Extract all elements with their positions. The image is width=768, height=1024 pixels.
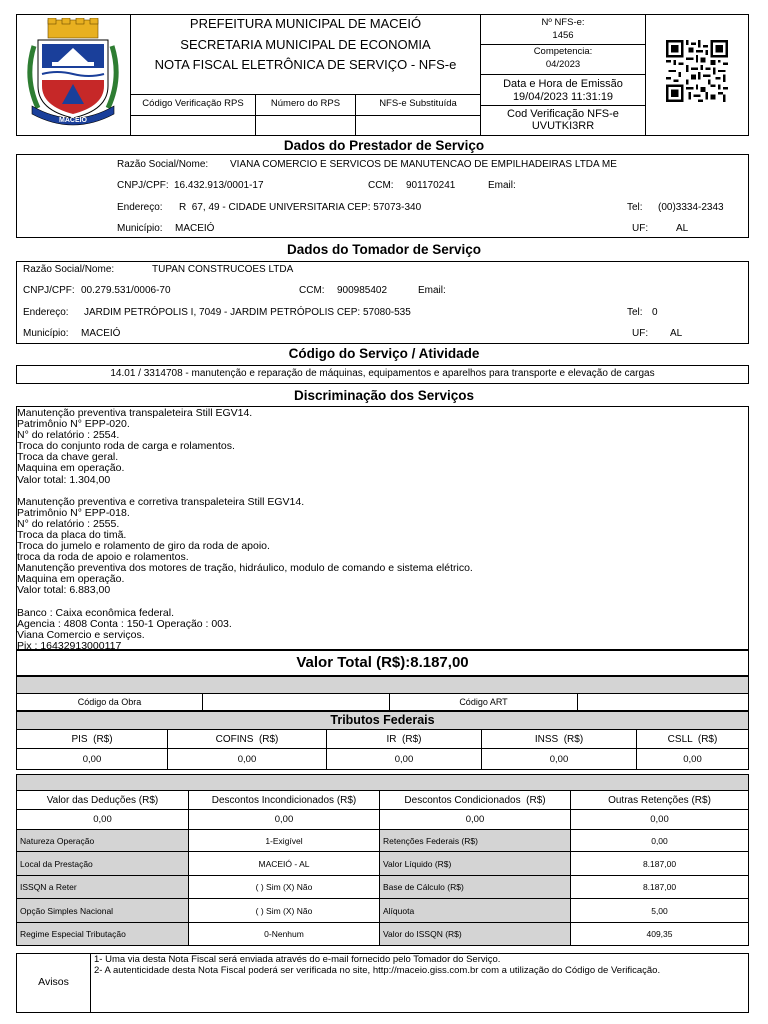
tomador-razao-value: TUPAN CONSTRUCOES LTDA [152,264,294,275]
pis-value [16,748,168,770]
inss-header [481,729,637,749]
detail-label2-cell [379,875,571,899]
inss-value [481,748,637,770]
pis-value-text: 0,00 [82,753,102,765]
disc-line: Agencia : 4808 Conta : 150-1 Operação : 003. [17,617,232,630]
avisos-divider [90,953,91,1013]
detail-label-cell [16,898,189,923]
detail-label-cell [16,922,189,946]
emission-label: Data e Hora de Emissão [503,78,623,90]
prestador-ccm-value: 901170241 [406,180,456,191]
outras-ret-value [570,809,749,830]
tomador-uf-label: UF: [632,328,649,339]
detail-label2-cell [379,851,571,876]
qr-code-icon[interactable] [665,40,729,102]
detail-label: Regime Especial Tributação [20,929,126,939]
tomador-email-label: Email: [418,285,446,296]
ir-value [326,748,482,770]
desc-incond-value-text: 0,00 [274,814,294,825]
ir-value-text: 0,00 [394,753,414,765]
detail-value-cell [188,829,380,852]
detail-value2: 0,00 [651,835,668,846]
tomador-endereco-label: Endereço: [23,307,69,318]
detail-label: Local da Prestação [20,858,93,869]
tomador-tel-value: 0 [652,307,658,318]
cofins-header [167,729,327,749]
detail-value-cell [188,898,380,923]
desc-cond-value-text: 0,00 [465,814,485,825]
codigo-art-value-cell [577,693,749,711]
crest-text: MACEIÓ [59,117,87,124]
disc-line: Troca do conjunto roda de carga e rolamentos. [17,440,235,453]
header-divider-left [130,14,131,136]
detail-value2-cell [570,922,749,946]
detail-label2-cell [379,922,571,946]
pis-header [16,729,168,749]
detail-label2: Base de Cálculo (R$) [383,882,464,892]
servico-value: 14.01 / 3314708 - manutenção e reparação de máquinas, equipamentos e aparelhos para transporte e elevação de cargas [110,368,655,379]
disc-line: Banco : Caixa econômica federal. [17,606,175,619]
detail-label: ISSQN a Reter [20,882,77,892]
disc-line: Valor total: 6.883,00 [17,584,111,597]
valor-total: Valor Total (R$):8.187,00 [296,654,469,671]
disc-line: Pix : 16432913000117 [17,639,122,652]
cofins-header-text: COFINS (R$) [215,733,279,745]
detail-value-cell [188,922,380,946]
deducoes-header [16,790,189,810]
detail-value: 0-Nenhum [264,929,304,939]
detail-value2: 8.187,00 [642,882,677,892]
discriminacao-text [17,408,473,652]
prestador-email-label: Email: [488,180,516,191]
disc-line: Manutenção preventiva e corretiva transpaleteira Still EGV14. [17,495,305,508]
desc-incond-header-text: Descontos Incondicionados (R$) [211,794,357,806]
disc-line: Troca da placa do timã. [17,528,127,541]
desc-incond-header [188,790,380,810]
detail-value2-cell [570,898,749,923]
header-row-line [130,94,480,95]
desc-cond-header [379,790,571,810]
detail-value2-cell [570,851,749,876]
gray-band-1 [16,676,749,694]
tomador-cnpj-value: 00.279.531/0006-70 [81,285,171,296]
competencia-label: Competencia: [533,46,593,57]
detail-label2: Retenções Federais (R$) [383,835,478,846]
desc-incond-value [188,809,380,830]
prestador-title: Dados do Prestador de Serviço [283,138,485,153]
disc-line: Troca da chave geral. [17,451,119,464]
right-info-line-3 [480,105,645,106]
detail-label2: Valor do ISSQN (R$) [383,929,462,939]
codigo-obra-value-cell [202,693,390,711]
detail-label: Opção Simples Nacional [20,905,114,916]
avisos-label: Avisos [38,976,69,988]
tomador-municipio-value: MACEIÓ [81,328,121,339]
tomador-ccm-label: CCM: [299,285,325,296]
inss-header-text: INSS (R$) [534,733,584,745]
disc-line: Manutenção preventiva transpaleteira Still EGV14. [17,407,253,419]
avisos-line-1: 1- Uma via desta Nota Fiscal será enviada através do e-mail fornecido pelo Tomador do Serviço. [94,954,501,965]
prestador-uf-value: AL [676,223,689,234]
csll-value [636,748,749,770]
inss-value-text: 0,00 [549,753,569,765]
disc-line: Maquina em operação. [17,462,125,475]
desc-cond-value [379,809,571,830]
tomador-razao-label: Razão Social/Nome: [23,264,115,275]
tomador-tel-label: Tel: [627,307,643,318]
disc-line: Patrimônio N° EPP-020. [17,418,130,431]
prestador-cnpj-value: 16.432.913/0001-17 [174,180,264,191]
disc-line: Viana Comercio e serviços. [17,628,145,641]
detail-label2-cell [379,898,571,923]
tomador-cnpj-label: CNPJ/CPF: [23,285,75,296]
deducoes-value-text: 0,00 [93,814,112,825]
prestador-endereco-value: R 67, 49 - CIDADE UNIVERSITARIA CEP: 57073-340 [179,202,422,213]
tomador-endereco-value: JARDIM PETRÓPOLIS I, 7049 - JARDIM PETRÓPOLIS CEP: 57080-535 [84,307,411,318]
prestador-tel-label: Tel: [627,202,643,213]
discriminacao-title: Discriminação dos Serviços [293,388,475,403]
cofins-value [167,748,327,770]
prestador-razao-value: VIANA COMERCIO E SERVICOS DE MANUTENCAO DE EMPILHADEIRAS LTDA ME [230,159,617,170]
disc-line: Manutenção preventiva dos motores de tração, hidráulico, modulo de comando e sistema elétrico. [17,562,473,575]
detail-value2: 8.187,00 [642,858,677,869]
codigo-obra-label: Código da Obra [77,697,142,707]
deducoes-value [16,809,189,830]
disc-line: Valor total: 1.304,00 [17,473,111,486]
tomador-municipio-label: Município: [23,328,69,339]
header-col-substituted: NFS-e Substituída [379,98,457,109]
detail-label2: Alíquota [383,905,415,916]
prestador-municipio-value: MACEIÓ [175,223,215,234]
detail-label-cell [16,829,189,852]
competencia-value: 04/2023 [545,59,581,70]
header-col-rps-number: Número do RPS [270,98,341,109]
header-col-rps-code: Código Verificação RPS [142,98,244,109]
csll-value-text: 0,00 [683,753,702,765]
disc-line: Patrimônio N° EPP-018. [17,506,130,519]
prestador-endereco-label: Endereço: [117,202,163,213]
pis-header-text: PIS (R$) [71,733,113,745]
header-line-2: SECRETARIA MUNICIPAL DE ECONOMIA [180,37,431,52]
outras-ret-value-text: 0,00 [650,814,669,825]
verification-code-label: Cod Verificação NFS-e [507,108,619,120]
codigo-art-label: Código ART [459,697,508,707]
detail-value2: 409,35 [646,929,673,939]
detail-value2: 5,00 [651,905,668,916]
city-crest-icon [22,18,124,132]
detail-value2-cell [570,875,749,899]
disc-line: troca da roda de apoio e rolamentos. [17,551,189,564]
detail-label-cell [16,875,189,899]
detail-value: ( ) Sim (X) Não [255,882,313,892]
header-row-line-2 [130,115,480,116]
detail-value-cell [188,851,380,876]
detail-label: Natureza Operação [20,835,95,846]
detail-label-cell [16,851,189,876]
header-line-1: PREFEITURA MUNICIPAL DE MACEIÓ [189,16,422,31]
verification-code-value: UVUTKI3RR [531,120,595,132]
emission-value: 19/04/2023 11:31:19 [512,91,614,103]
detail-value-cell [188,875,380,899]
disc-line: Troca do jumelo e rolamento de giro da roda de apoio. [17,540,270,553]
codigo-obra-label-cell [16,693,203,711]
desc-cond-header-text: Descontos Condicionados (R$) [404,794,546,806]
prestador-razao-label: Razão Social/Nome: [117,159,209,170]
tomador-uf-value: AL [670,328,683,339]
detail-label2-cell [379,829,571,852]
tomador-title: Dados do Tomador de Serviço [286,242,482,257]
deducoes-header-text: Valor das Deduções (R$) [46,794,159,806]
tomador-ccm-value: 900985402 [337,285,388,296]
prestador-municipio-label: Município: [117,223,163,234]
avisos-line-2: 2- A autenticidade desta Nota Fiscal poderá ser verificada no site, http://maceio.giss.com.br com a utilização do Código de Verificação. [94,965,661,976]
detail-value: ( ) Sim (X) Não [255,905,313,916]
csll-header [636,729,749,749]
prestador-cnpj-label: CNPJ/CPF: [117,180,169,191]
disc-line: N° do relatório : 2554. [17,429,120,442]
codigo-art-label-cell [389,693,578,711]
servico-title: Código do Serviço / Atividade [288,346,480,361]
outras-ret-header-text: Outras Retenções (R$) [608,794,711,806]
gray-band-2 [16,774,749,791]
detail-value: MACEIÓ - AL [258,858,310,869]
prestador-ccm-label: CCM: [368,180,394,191]
prestador-tel-value: (00)3334-2343 [658,202,724,213]
right-info-line-2 [480,74,645,75]
detail-value2-cell [570,829,749,852]
ir-header-text: IR (R$) [386,733,422,745]
detail-value: 1-Exigível [265,835,303,846]
tributos-title: Tributos Federais [330,713,435,727]
right-info-line-1 [480,44,645,45]
prestador-uf-label: UF: [632,223,649,234]
outras-ret-header [570,790,749,810]
detail-label2: Valor Líquido (R$) [383,858,452,869]
nfse-number-label: Nº NFS-e: [541,17,585,28]
nfse-number-value: 1456 [552,30,574,41]
csll-header-text: CSLL (R$) [667,733,718,745]
header-divider-right [645,14,646,136]
header-line-3: NOTA FISCAL ELETRÔNICA DE SERVIÇO - NFS-e [154,57,457,72]
disc-line: N° do relatório : 2555. [17,517,120,530]
disc-line: Maquina em operação. [17,573,125,586]
ir-header [326,729,482,749]
cofins-value-text: 0,00 [237,753,257,765]
